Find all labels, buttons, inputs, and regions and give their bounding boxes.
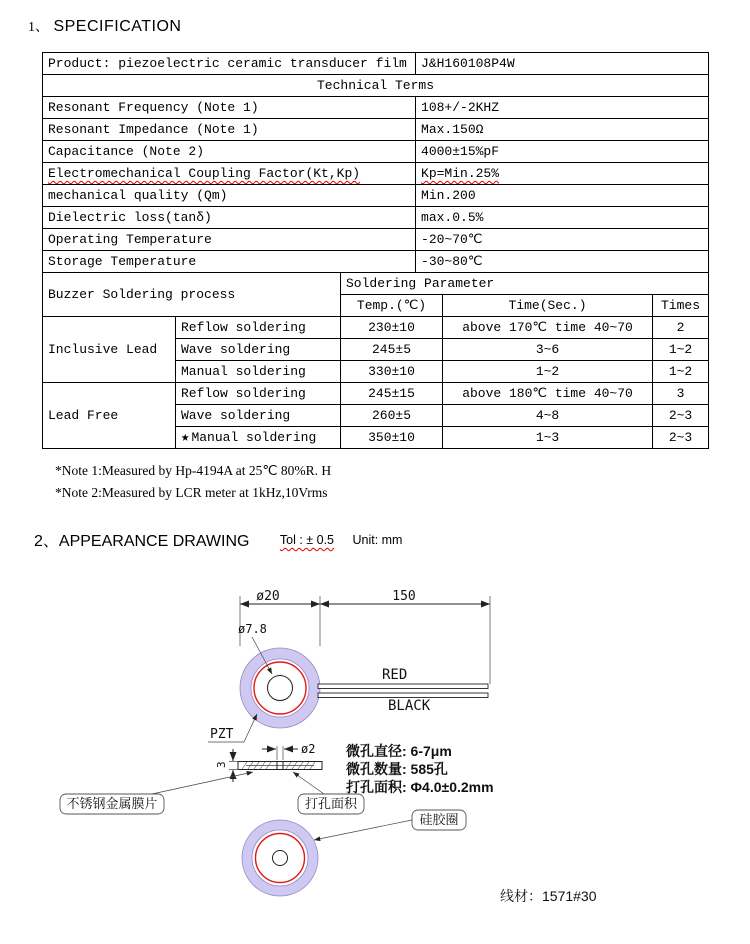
star-icon: ★ bbox=[181, 430, 190, 446]
technical-terms-row bbox=[43, 75, 709, 97]
appearance-drawing bbox=[0, 560, 750, 944]
process-name-starred bbox=[176, 427, 341, 449]
time-value: above 170℃ time 40~70 bbox=[443, 317, 653, 339]
spec-row-storage-temperature bbox=[43, 251, 709, 273]
group-lead-free: Lead Free bbox=[43, 383, 176, 449]
temp-value: 245±15 bbox=[341, 383, 443, 405]
temp-value: 230±10 bbox=[341, 317, 443, 339]
times-value: 3 bbox=[653, 383, 709, 405]
col-header-temp: Temp.(℃) bbox=[341, 295, 443, 317]
spec-value: 108+/-2KHZ bbox=[416, 97, 709, 119]
section1-heading bbox=[28, 16, 181, 36]
times-value: 2 bbox=[653, 317, 709, 339]
wire-black-label: BLACK bbox=[388, 698, 431, 714]
dim-150-label: 150 bbox=[392, 589, 416, 604]
times-value: 2~3 bbox=[653, 427, 709, 449]
wire-red-label: RED bbox=[382, 667, 408, 683]
note-2: *Note 2:Measured by LCR meter at 1kHz,10Vrms bbox=[55, 485, 328, 500]
transducer-center-circle bbox=[268, 676, 293, 701]
technical-terms: Technical Terms bbox=[43, 75, 709, 97]
temp-value: 350±10 bbox=[341, 427, 443, 449]
dim-d20-label: ø20 bbox=[256, 589, 280, 604]
spec-value: -20~70℃ bbox=[416, 229, 709, 251]
section1-number: 1、 bbox=[28, 20, 49, 35]
annotation-hole-count: 微孔数量: 585孔 bbox=[346, 761, 448, 777]
note-1: *Note 1:Measured by Hp-4194A at 25℃ 80%R. H bbox=[55, 463, 332, 478]
wire-material-label: 线材：1571#30 bbox=[500, 888, 597, 904]
annotation-hole-area: 打孔面积: Φ4.0±0.2mm bbox=[346, 779, 494, 795]
silicone-label: 硅胶圈 bbox=[419, 812, 459, 827]
process-name: Wave soldering bbox=[176, 405, 341, 427]
soldering-process-header: Buzzer Soldering process bbox=[43, 273, 341, 317]
temp-value: 260±5 bbox=[341, 405, 443, 427]
times-value: 1~2 bbox=[653, 339, 709, 361]
temp-value: 245±5 bbox=[341, 339, 443, 361]
spec-value: max.0.5% bbox=[416, 207, 709, 229]
process-name: Manual soldering bbox=[176, 361, 341, 383]
product-value: J&H160108P4W bbox=[416, 53, 709, 75]
soldering-parameter-header: Soldering Parameter bbox=[341, 273, 709, 295]
times-value: 1~2 bbox=[653, 361, 709, 383]
spec-value: -30~80℃ bbox=[416, 251, 709, 273]
section2-number: 2、 bbox=[34, 533, 59, 550]
time-value: 3~6 bbox=[443, 339, 653, 361]
time-value: above 180℃ time 40~70 bbox=[443, 383, 653, 405]
temp-value: 330±10 bbox=[341, 361, 443, 383]
spec-label: Electromechanical Coupling Factor(Kt,Kp) bbox=[43, 163, 416, 185]
section2-title: APPEARANCE DRAWING bbox=[58, 533, 250, 550]
spec-value: Kp=Min.25% bbox=[416, 163, 709, 185]
times-value: 2~3 bbox=[653, 405, 709, 427]
wire-red bbox=[318, 684, 488, 689]
soldering-row bbox=[43, 317, 709, 339]
spec-value: Min.200 bbox=[416, 185, 709, 207]
section1-title: SPECIFICATION bbox=[53, 18, 182, 35]
spec-label: Operating Temperature bbox=[43, 229, 416, 251]
product-row bbox=[43, 53, 709, 75]
col-header-time: Time(Sec.) bbox=[443, 295, 653, 317]
spec-row-coupling-factor bbox=[43, 163, 709, 185]
punch-area-label: 打孔面积 bbox=[304, 796, 358, 811]
spec-table bbox=[42, 52, 709, 449]
back-center-circle bbox=[273, 851, 288, 866]
dim-d2-label: ø2 bbox=[301, 742, 316, 756]
spec-label: Dielectric loss(tanδ) bbox=[43, 207, 416, 229]
process-name: Wave soldering bbox=[176, 339, 341, 361]
process-name: Manual soldering bbox=[191, 430, 317, 445]
product-label: Product: piezoelectric ceramic transducer film bbox=[43, 53, 416, 75]
spec-row-capacitance bbox=[43, 141, 709, 163]
notes bbox=[55, 460, 331, 504]
spec-value: Max.150Ω bbox=[416, 119, 709, 141]
time-value: 4~8 bbox=[443, 405, 653, 427]
spec-label: mechanical quality (Qm) bbox=[43, 185, 416, 207]
spec-row-operating-temperature bbox=[43, 229, 709, 251]
leader-pzt bbox=[244, 714, 257, 742]
spec-row-resonant-frequency bbox=[43, 97, 709, 119]
col-header-times: Times bbox=[653, 295, 709, 317]
dim-3-label: 3 bbox=[215, 761, 228, 768]
tolerance-note: Tol : ± 0.5 bbox=[279, 533, 335, 547]
group-inclusive-lead: Inclusive Lead bbox=[43, 317, 176, 383]
spec-row-dielectric-loss bbox=[43, 207, 709, 229]
spec-label: Storage Temperature bbox=[43, 251, 416, 273]
dim-d78-label: ø7.8 bbox=[238, 622, 267, 636]
leader-diaphragm bbox=[152, 772, 253, 794]
spec-value: 4000±15%pF bbox=[416, 141, 709, 163]
soldering-header-row-1 bbox=[43, 273, 709, 295]
wire-black bbox=[318, 693, 488, 698]
time-value: 1~2 bbox=[443, 361, 653, 383]
spec-row-resonant-impedance bbox=[43, 119, 709, 141]
spec-label: Resonant Frequency (Note 1) bbox=[43, 97, 416, 119]
section2-heading bbox=[34, 528, 402, 551]
spec-row-mechanical-quality bbox=[43, 185, 709, 207]
process-name: Reflow soldering bbox=[176, 383, 341, 405]
annotation-hole-diameter: 微孔直径: 6-7μm bbox=[346, 743, 452, 759]
diaphragm-label: 不锈钢金属膜片 bbox=[66, 796, 158, 811]
time-value: 1~3 bbox=[443, 427, 653, 449]
spec-label: Resonant Impedance (Note 1) bbox=[43, 119, 416, 141]
leader-punch-area bbox=[293, 772, 324, 794]
spec-label: Capacitance (Note 2) bbox=[43, 141, 416, 163]
leader-silicone bbox=[314, 820, 412, 840]
soldering-row bbox=[43, 383, 709, 405]
pzt-label: PZT bbox=[210, 727, 234, 742]
process-name: Reflow soldering bbox=[176, 317, 341, 339]
unit-note: Unit: mm bbox=[352, 533, 403, 547]
